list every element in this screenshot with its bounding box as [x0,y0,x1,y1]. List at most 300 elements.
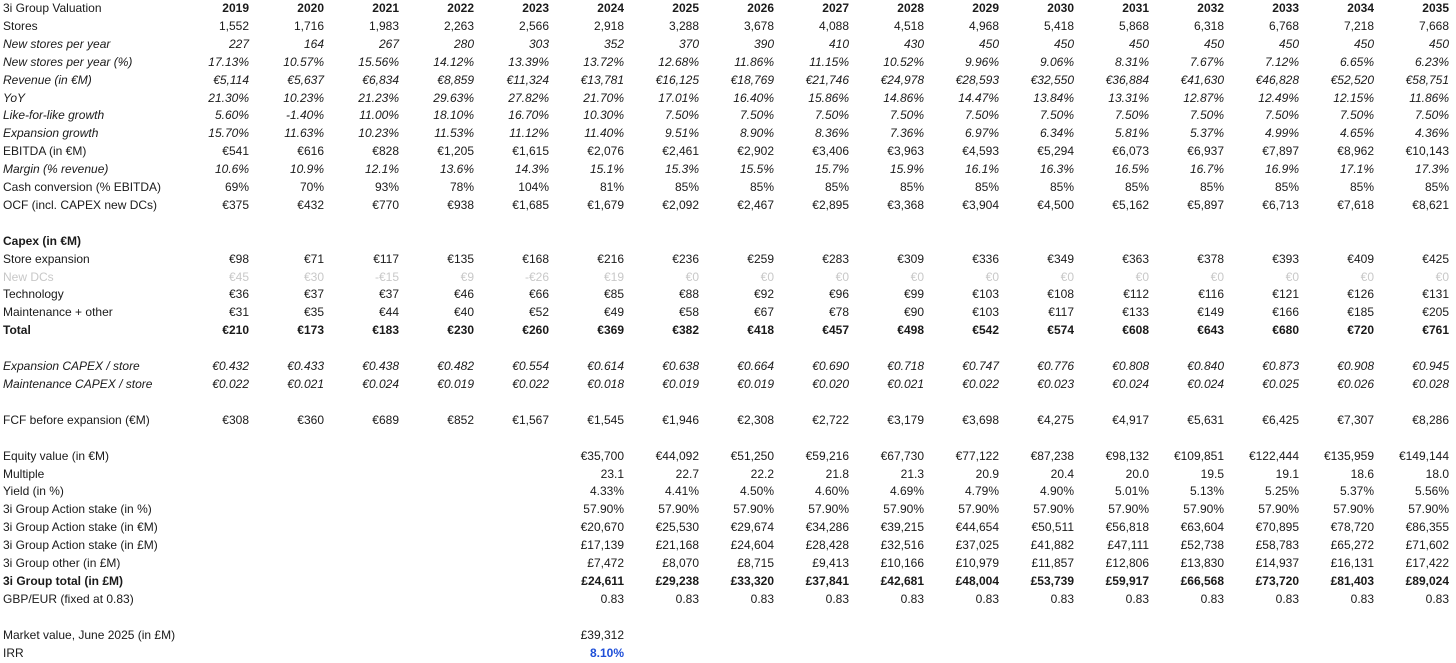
cell-expansion-growth-2024: 11.40% [584,126,624,141]
cell-expansion-capex-store-2020: €0.433 [287,359,324,374]
cell-capex-header-2027 [776,233,851,251]
cell-new-stores-pct-2022: 14.12% [433,54,474,69]
row-label-new-stores-pct: New stores per year (%) [3,54,133,69]
cell-ebitda-2034: €8,962 [1337,144,1374,159]
cell-fcf-2027: €2,722 [812,412,849,427]
cell-expansion-capex-store-2029: €0.747 [962,359,999,374]
cell-technology-2025: €88 [678,287,699,302]
cell-blank-2-2034 [1301,340,1376,358]
year-header-2024: 2024 [597,1,624,15]
cell-ebitda-2032: €6,937 [1187,144,1224,159]
cell-yoy-2029: 14.47% [958,90,999,105]
row-label-total: Total [3,323,31,338]
cell-blank-2-2031 [1076,340,1151,358]
cell-other-gbp-2019 [176,555,251,573]
cell-group-total-2023 [476,573,551,591]
cell-equity-value-2026: €51,250 [730,448,774,463]
cell-margin-2034: 17.1% [1339,162,1374,177]
cell-multiple-2028: 21.3 [900,466,924,481]
cell-total-2020: €173 [297,323,324,338]
cell-other-gbp-2022 [401,555,476,573]
cell-yield-2024: 4.33% [589,484,624,499]
cell-expansion-capex-store-2031: €0.808 [1112,359,1149,374]
row-technology [2,286,1451,304]
cell-new-stores-pct-2023: 13.39% [508,54,549,69]
cell-blank-4-2024 [551,430,626,448]
cell-total-2032: €643 [1197,323,1224,338]
row-label-cash-conversion: Cash conversion (% EBITDA) [3,180,162,195]
cell-total-2034: €720 [1347,323,1374,338]
cell-group-total-2025: £29,238 [655,573,699,588]
cell-market-value-2027 [776,627,851,645]
cell-yoy-2033: 12.49% [1258,90,1299,105]
valuation-table-body [2,0,1451,662]
cell-irr-2024: 8.10% [589,645,624,660]
cell-yoy-2023: 27.82% [508,90,549,105]
cell-blank-4-2021 [326,430,401,448]
cell-stake-pct-2033: 57.90% [1258,502,1299,517]
cell-new-dcs-2030: €0 [1060,269,1074,284]
row-label-yoy: YoY [3,90,26,105]
cell-stores-2021: 1,983 [368,18,399,33]
cell-multiple-2032: 19.5 [1200,466,1224,481]
cell-revenue-2024: €13,781 [580,72,624,87]
year-header-2029: 2029 [972,1,999,15]
cell-market-value-2024: £39,312 [580,627,624,642]
cell-ebitda-2020: €616 [297,144,324,159]
cell-market-value-2020 [251,627,326,645]
row-new-dcs [2,269,1451,287]
cell-cash-conversion-2030: 85% [1049,180,1074,195]
cell-yield-2031: 5.01% [1114,484,1149,499]
cell-blank-1-2019 [176,215,251,233]
cell-blank-5-2022 [401,609,476,627]
cell-irr-2031 [1076,645,1151,663]
cell-blank-2-2019 [176,340,251,358]
cell-stake-eur-2022 [401,519,476,537]
cell-store-expansion-2026: €259 [747,251,774,266]
row-label-revenue: Revenue (in €M) [3,72,92,87]
cell-stores-2033: 6,768 [1268,18,1299,33]
cell-stake-gbp-2032: £52,738 [1180,538,1224,553]
cell-blank-4-2027 [776,430,851,448]
cell-multiple-2035: 18.0 [1425,466,1449,481]
cell-stake-eur-2035: €86,355 [1405,520,1449,535]
cell-ocf-2019: €375 [222,197,249,212]
cell-stores-2035: 7,668 [1418,18,1449,33]
cell-yield-2035: 5.56% [1414,484,1449,499]
cell-blank-5-2027 [776,609,851,627]
cell-blank-2-2022 [401,340,476,358]
cell-ocf-2025: €2,092 [662,197,699,212]
cell-blank-3-2033 [1226,394,1301,412]
cell-irr-2023 [476,645,551,663]
cell-capex-header-2023 [476,233,551,251]
cell-ebitda-2021: €828 [372,144,399,159]
cell-blank-1-2027 [776,215,851,233]
cell-revenue-2025: €16,125 [655,72,699,87]
cell-new-stores-2027: 410 [828,36,849,51]
row-label-equity-value: Equity value (in €M) [3,448,110,463]
cell-other-gbp-2026: £8,715 [737,556,774,571]
cell-expansion-growth-2022: 11.53% [434,126,474,141]
cell-cash-conversion-2023: 104% [518,180,549,195]
cell-expansion-capex-store-2032: €0.840 [1187,359,1224,374]
row-equity-value [2,448,1451,466]
cell-fcf-2021: €689 [372,412,399,427]
cell-expansion-growth-2025: 9.51% [664,126,699,141]
cell-stake-gbp-2019 [176,537,251,555]
cell-stake-eur-2030: €50,511 [1031,520,1074,535]
cell-maintenance-capex-store-2034: €0.026 [1337,377,1374,391]
cell-other-gbp-2024: £7,472 [587,556,624,571]
row-label-ocf: OCF (incl. CAPEX new DCs) [3,197,158,212]
cell-new-stores-pct-2027: 11.15% [809,54,849,69]
cell-blank-4-2033 [1226,430,1301,448]
cell-store-expansion-2021: €117 [373,251,399,266]
cell-stores-2024: 2,918 [593,18,624,33]
cell-multiple-2019 [176,466,251,484]
row-blank-5 [2,609,1451,627]
cell-store-expansion-2030: €349 [1047,251,1074,266]
cell-equity-value-2021 [326,448,401,466]
cell-revenue-2026: €18,769 [730,72,774,87]
cell-cash-conversion-2033: 85% [1274,180,1299,195]
cell-other-gbp-2025: £8,070 [662,556,699,571]
cell-margin-2019: 10.6% [214,162,249,177]
cell-lfl-2019: 5.60% [214,108,249,123]
cell-stake-pct-2024: 57.90% [583,502,624,517]
cell-yoy-2026: 16.40% [733,90,774,105]
cell-lfl-2024: 10.30% [583,108,624,123]
cell-fcf-2020: €360 [297,412,324,427]
row-maintenance [2,304,1451,322]
row-label-new-dcs: New DCs [3,269,54,284]
cell-stake-gbp-2025: £21,168 [655,538,699,553]
cell-fx-2031: 0.83 [1125,591,1149,606]
row-label-expansion-growth: Expansion growth [3,126,99,141]
cell-cash-conversion-2019: 69% [224,180,249,195]
row-label-other-gbp: 3i Group other (in £M) [3,556,121,571]
cell-total-2021: €183 [372,323,399,338]
cell-new-dcs-2035: €0 [1435,269,1449,284]
cell-revenue-2027: €21,746 [805,72,849,87]
row-total [2,322,1451,340]
cell-stake-eur-2034: €78,720 [1330,520,1374,535]
cell-stores-2026: 3,678 [743,18,774,33]
cell-blank-2-2029 [926,340,1001,358]
cell-stake-pct-2025: 57.90% [658,502,699,517]
cell-technology-2030: €108 [1047,287,1074,302]
cell-store-expansion-2029: €336 [972,251,999,266]
cell-multiple-2030: 20.4 [1050,466,1074,481]
cell-fcf-2032: €5,631 [1187,412,1224,427]
cell-equity-value-2032: €109,851 [1173,448,1224,463]
cell-maintenance-capex-store-2031: €0.024 [1112,377,1149,391]
cell-ocf-2026: €2,467 [737,197,774,212]
row-blank-4 [2,430,1451,448]
cell-new-dcs-2026: €0 [760,269,774,284]
cell-multiple-2024: 23.1 [600,466,624,481]
cell-stake-gbp-2020 [251,537,326,555]
cell-new-dcs-2034: €0 [1360,269,1374,284]
cell-stake-eur-2021 [326,519,401,537]
cell-stores-2034: 7,218 [1343,18,1374,33]
cell-fx-2033: 0.83 [1275,591,1299,606]
cell-stores-2032: 6,318 [1193,18,1224,33]
cell-maintenance-2019: €31 [228,305,249,320]
cell-technology-2024: €85 [603,287,624,302]
cell-blank-3-2023 [476,394,551,412]
cell-blank-4-2032 [1151,430,1226,448]
cell-blank-2-2032 [1151,340,1226,358]
cell-margin-2027: 15.7% [814,162,849,177]
cell-irr-2026 [701,645,776,663]
cell-yoy-2022: 29.63% [433,90,474,105]
row-revenue [2,72,1451,90]
cell-ebitda-2024: €2,076 [587,144,624,159]
cell-margin-2021: 12.1% [364,162,399,177]
cell-maintenance-2028: €90 [903,305,924,320]
cell-capex-header-2021 [326,233,401,251]
row-label-blank-3 [2,394,176,412]
cell-blank-2-2035 [1376,340,1451,358]
cell-fcf-2028: €3,179 [887,412,924,427]
cell-revenue-2020: €5,637 [287,72,324,87]
cell-multiple-2022 [401,466,476,484]
cell-fcf-2022: €852 [447,412,474,427]
row-group-total [2,573,1451,591]
cell-fx-2030: 0.83 [1050,591,1074,606]
cell-margin-2020: 10.9% [289,162,324,177]
cell-ocf-2021: €770 [372,197,399,212]
cell-maintenance-2023: €52 [528,305,549,320]
cell-lfl-2032: 7.50% [1189,108,1224,123]
cell-margin-2028: 15.9% [889,162,924,177]
cell-maintenance-capex-store-2033: €0.025 [1262,377,1299,391]
cell-fcf-2034: €7,307 [1337,412,1374,427]
cell-new-dcs-2019: €45 [228,269,249,284]
cell-cash-conversion-2035: 85% [1424,180,1449,195]
cell-cash-conversion-2021: 93% [374,180,399,195]
cell-blank-4-2025 [626,430,701,448]
cell-blank-1-2028 [851,215,926,233]
cell-new-dcs-2031: €0 [1135,269,1149,284]
cell-other-gbp-2035: £17,422 [1405,556,1449,571]
cell-new-stores-pct-2025: 12.68% [658,54,699,69]
cell-ocf-2029: €3,904 [962,197,999,212]
cell-maintenance-capex-store-2022: €0.019 [437,377,474,391]
cell-stake-eur-2025: €25,530 [655,520,699,535]
year-header-row [2,0,1451,18]
cell-blank-5-2026 [701,609,776,627]
cell-stores-2023: 2,566 [518,18,549,33]
cell-multiple-2026: 22.2 [750,466,774,481]
row-blank-2 [2,340,1451,358]
cell-new-dcs-2024: €19 [603,269,624,284]
cell-capex-header-2024 [551,233,626,251]
cell-new-stores-pct-2029: 9.96% [964,54,999,69]
row-stake-pct [2,501,1451,519]
cell-stake-pct-2019 [176,501,251,519]
cell-new-stores-2024: 352 [603,36,624,51]
cell-new-stores-2026: 390 [753,36,774,51]
cell-ocf-2024: €1,679 [587,197,624,212]
cell-fcf-2035: €8,286 [1412,412,1449,427]
cell-group-total-2032: £66,568 [1180,573,1224,588]
row-expansion-growth [2,125,1451,143]
cell-expansion-growth-2031: 5.81% [1114,126,1149,141]
cell-fcf-2029: €3,698 [962,412,999,427]
row-fcf [2,412,1451,430]
cell-fcf-2030: €4,275 [1037,412,1074,427]
cell-equity-value-2030: €87,238 [1030,448,1074,463]
cell-maintenance-2026: €67 [753,305,774,320]
cell-margin-2029: 16.1% [964,162,999,177]
cell-store-expansion-2031: €363 [1122,251,1149,266]
cell-blank-3-2028 [851,394,926,412]
cell-maintenance-2024: €49 [603,305,624,320]
cell-maintenance-2033: €166 [1272,305,1299,320]
cell-lfl-2029: 7.50% [964,108,999,123]
cell-revenue-2029: €28,593 [955,72,999,87]
cell-equity-value-2031: €98,132 [1105,448,1149,463]
cell-stake-gbp-2034: £65,272 [1330,538,1374,553]
cell-blank-1-2023 [476,215,551,233]
cell-margin-2031: 16.5% [1114,162,1149,177]
row-label-margin: Margin (% revenue) [3,162,109,177]
cell-revenue-2022: €8,859 [437,72,474,87]
cell-ebitda-2023: €1,615 [512,144,549,159]
row-new-stores-pct [2,54,1451,72]
cell-yoy-2034: 12.15% [1333,90,1374,105]
cell-lfl-2028: 7.50% [889,108,924,123]
cell-ocf-2035: €8,621 [1412,197,1449,212]
cell-multiple-2027: 21.8 [825,466,849,481]
sheet-title: 3i Group Valuation [3,1,102,15]
cell-total-2024: €369 [597,323,624,338]
cell-irr-2029 [926,645,1001,663]
cell-yield-2032: 5.13% [1189,484,1224,499]
cell-maintenance-capex-store-2026: €0.019 [737,377,774,391]
cell-blank-3-2019 [176,394,251,412]
cell-blank-2-2021 [326,340,401,358]
cell-other-gbp-2021 [326,555,401,573]
cell-new-stores-2023: 303 [528,36,549,51]
cell-margin-2032: 16.7% [1189,162,1224,177]
cell-capex-header-2028 [851,233,926,251]
row-new-stores [2,36,1451,54]
cell-stake-pct-2027: 57.90% [808,502,849,517]
cell-irr-2019 [176,645,251,663]
cell-blank-4-2035 [1376,430,1451,448]
cell-blank-2-2027 [776,340,851,358]
cell-blank-5-2035 [1376,609,1451,627]
cell-irr-2034 [1301,645,1376,663]
cell-other-gbp-2020 [251,555,326,573]
cell-new-stores-2019: 227 [228,36,249,51]
cell-maintenance-2027: €78 [828,305,849,320]
cell-new-stores-2020: 164 [303,36,324,51]
cell-fcf-2033: €6,425 [1262,412,1299,427]
cell-technology-2022: €46 [453,287,474,302]
cell-lfl-2023: 16.70% [508,108,549,123]
cell-market-value-2019 [176,627,251,645]
cell-ocf-2032: €5,897 [1187,197,1224,212]
cell-multiple-2031: 20.0 [1125,466,1149,481]
cell-technology-2031: €112 [1123,287,1149,302]
cell-ocf-2022: €938 [447,197,474,212]
cell-blank-2-2020 [251,340,326,358]
cell-new-stores-2029: 450 [978,36,999,51]
cell-margin-2026: 15.5% [739,162,774,177]
cell-maintenance-capex-store-2019: €0.022 [212,377,249,391]
year-header-2022: 2022 [447,1,474,15]
row-label-yield: Yield (in %) [3,484,64,499]
cell-yoy-2019: 21.30% [208,90,249,105]
cell-yield-2021 [326,483,401,501]
cell-maintenance-2031: €133 [1122,305,1149,320]
cell-margin-2030: 16.3% [1039,162,1074,177]
cell-capex-header-2029 [926,233,1001,251]
cell-expansion-capex-store-2023: €0.554 [512,359,549,374]
cell-maintenance-capex-store-2030: €0.023 [1037,377,1074,391]
cell-expansion-capex-store-2027: €0.690 [812,359,849,374]
cell-expansion-growth-2032: 5.37% [1189,126,1224,141]
cell-maintenance-capex-store-2023: €0.022 [512,377,549,391]
cell-cash-conversion-2029: 85% [974,180,999,195]
cell-lfl-2027: 7.50% [814,108,849,123]
cell-blank-4-2019 [176,430,251,448]
cell-blank-5-2031 [1076,609,1151,627]
cell-store-expansion-2023: €168 [522,251,549,266]
cell-maintenance-2020: €35 [303,305,324,320]
cell-store-expansion-2020: €71 [303,251,324,266]
cell-new-stores-2033: 450 [1278,36,1299,51]
cell-yoy-2027: 15.86% [808,90,849,105]
cell-multiple-2029: 20.9 [975,466,999,481]
cell-blank-3-2022 [401,394,476,412]
cell-lfl-2034: 7.50% [1339,108,1374,123]
cell-new-stores-pct-2026: 11.86% [734,54,774,69]
cell-expansion-capex-store-2026: €0.664 [737,359,774,374]
row-label-stake-gbp: 3i Group Action stake (in £M) [3,538,158,553]
cell-ocf-2034: €7,618 [1337,197,1374,212]
cell-stake-eur-2028: €39,215 [880,520,924,535]
cell-margin-2023: 14.3% [514,162,549,177]
cell-stores-2027: 4,088 [818,18,849,33]
cell-other-gbp-2032: £13,830 [1180,556,1224,571]
cell-expansion-growth-2034: 4.65% [1339,126,1374,141]
cell-total-2022: €230 [447,323,474,338]
cell-ebitda-2019: €541 [222,144,249,159]
cell-market-value-2029 [926,627,1001,645]
cell-cash-conversion-2026: 85% [749,180,774,195]
cell-stake-pct-2021 [326,501,401,519]
cell-yoy-2021: 21.23% [358,90,399,105]
cell-new-stores-pct-2030: 9.06% [1039,54,1074,69]
cell-stake-pct-2032: 57.90% [1183,502,1224,517]
cell-margin-2033: 16.9% [1264,162,1299,177]
cell-new-stores-2031: 450 [1128,36,1149,51]
cell-blank-5-2025 [626,609,701,627]
row-capex-header [2,233,1451,251]
cell-new-stores-2025: 370 [678,36,699,51]
cell-other-gbp-2030: £11,857 [1031,556,1074,571]
cell-store-expansion-2027: €283 [822,251,849,266]
cell-capex-header-2020 [251,233,326,251]
cell-expansion-growth-2020: 11.63% [284,126,324,141]
